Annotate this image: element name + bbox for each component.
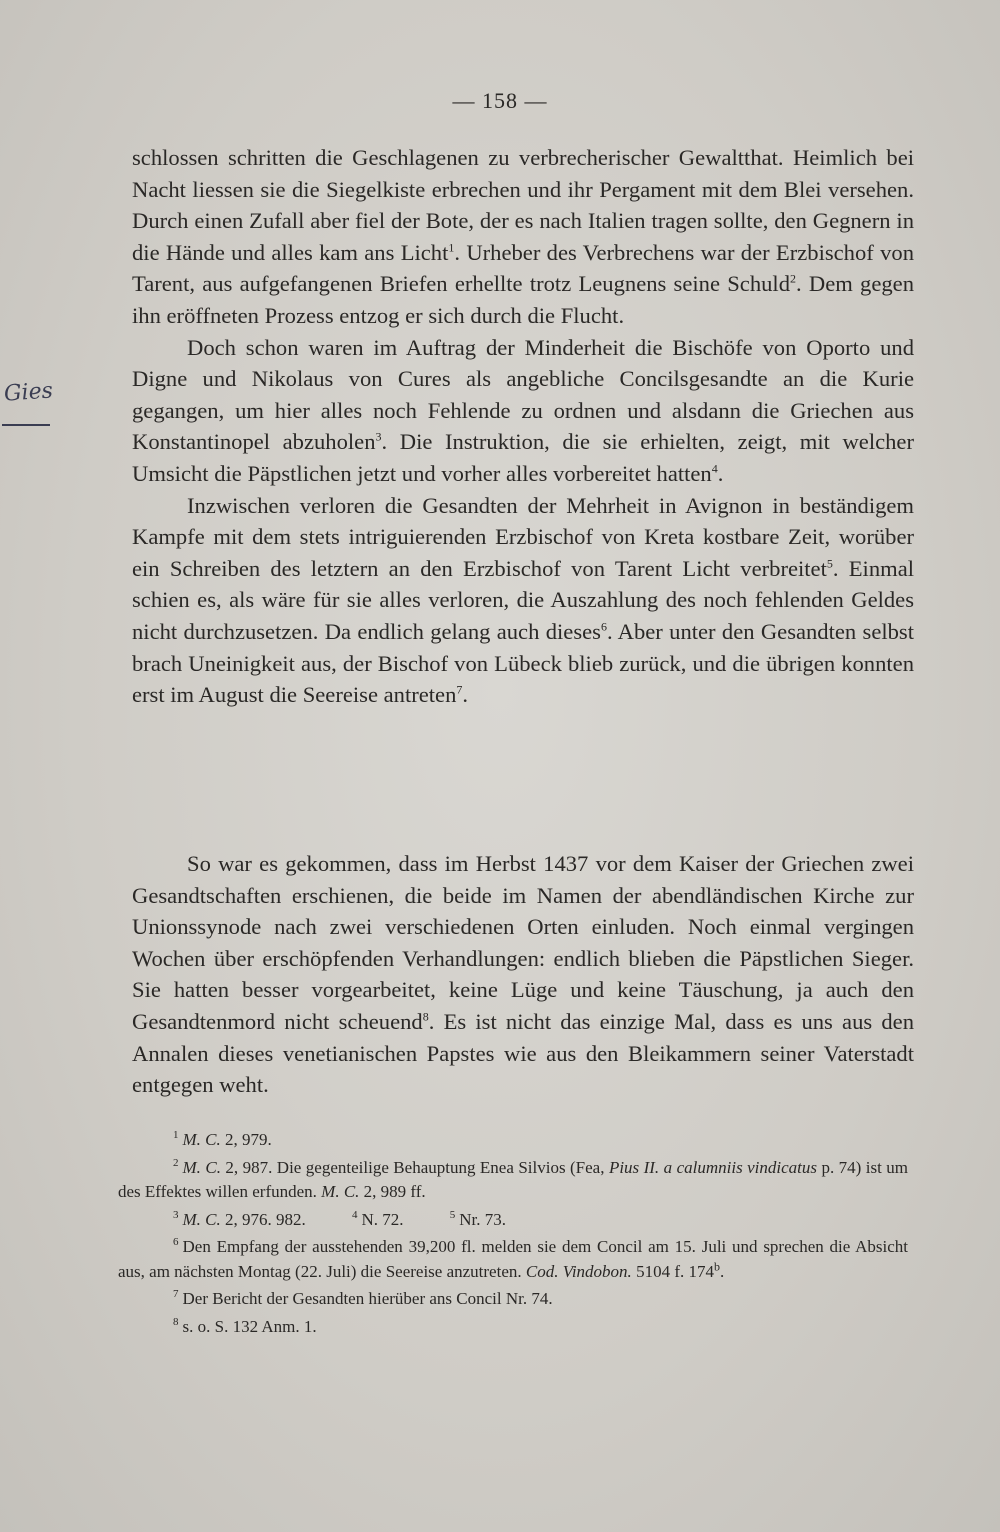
footnote-ref-1[interactable]: 1 (448, 240, 455, 255)
footnote-citation: M. C. (321, 1182, 360, 1201)
footnote-3 (173, 1210, 306, 1229)
footnote-text: . (719, 1261, 725, 1281)
main-text-lower (132, 848, 914, 1101)
footnote-citation: M. C. (182, 1157, 221, 1177)
footnote-text: 2, 987. Die gegenteilige Behauptung Enea Silvios (Fea, (220, 1157, 609, 1177)
text-run: . Es ist nicht das einzige Mal, dass es uns aus den Annalen dieses venetianischen Papstes wie aus den Bleikammern seiner Vaterstadt entgegen weht. (132, 1008, 915, 1098)
paragraph-1 (132, 142, 914, 332)
footnote-ref-5[interactable]: 5 (826, 556, 833, 571)
footnote-text: Den Empfang der ausstehenden 39,200 fl. melden sie dem Concil am 15. Juli und sprechen die Absicht aus, am nächsten Montag (22. Juli) die Seereise anzutreten. (118, 1237, 908, 1281)
text-run: Inzwischen verloren die Gesandten der Mehrheit in Avignon in beständigem Kampfe mit dem stets intriguierenden Erzbischof von Kreta kostbare Zeit, worüber ein Schreiben des letztern an den Erzbischof von Tarent Licht verbreitet (132, 492, 914, 581)
margin-annotation-rule (2, 424, 50, 426)
footnote-citation: Cod. Vindobon. (525, 1261, 632, 1281)
footnote-ref-6[interactable]: 6 (600, 619, 607, 634)
footnote-row-3-5 (118, 1208, 908, 1233)
footnote-text: N. 72. (361, 1209, 404, 1229)
footnote-text: Nr. 73. (459, 1209, 507, 1229)
footnote-6 (118, 1235, 908, 1284)
footnote-number: 5 (449, 1208, 456, 1221)
footnote-superscript: b (713, 1258, 720, 1273)
footnote-8 (118, 1315, 908, 1340)
main-text-upper (132, 142, 914, 711)
footnote-number: 8 (173, 1315, 179, 1328)
footnote-text: s. o. S. 132 Anm. 1. (182, 1316, 317, 1336)
text-run: . Aber unter den Gesandten selbst brach Uneinigkeit aus, der Bischof von Lübeck blieb zurück, und die übrigen konnten erst im August die Seereise antreten (132, 618, 914, 708)
footnote-number: 6 (173, 1236, 179, 1249)
footnote-text: 2, 979. (220, 1130, 272, 1149)
footnote-number: 2 (173, 1156, 179, 1169)
footnote-ref-4[interactable]: 4 (711, 461, 718, 476)
text-run: Doch schon waren im Auftrag der Minderheit die Bischöfe von Oporto und Digne und Nikolaus von Cures als angebliche Concilsgesandte an die Kurie gegangen, um hier alles noch Fehlende zu ordnen und alsdann die Griechen aus Konstantinopel abzuholen (132, 334, 914, 455)
text-run: . (717, 460, 724, 486)
footnote-text: p. 74) ist um des Effektes willen erfunden. (118, 1157, 909, 1201)
margin-annotation: Gies (3, 378, 54, 407)
footnotes (118, 1128, 908, 1342)
text-run: schlossen schritten die Geschlagenen zu verbrecherischer Gewaltthat. Heimlich bei Nacht liessen sie die Siegelkiste erbrechen und ihr Pergament mit dem Blei versehen. Durch einen Zufall aber fiel der Bote, der es nach Italien tragen sollte, den Gegnern in die Hände und alles kam ans Licht (132, 145, 914, 265)
footnote-citation: M. C. (182, 1130, 221, 1149)
text-run: . Dem gegen ihn eröffneten Prozess entzog er sich durch die Flucht. (132, 271, 915, 328)
footnote-ref-2[interactable]: 2 (790, 271, 796, 286)
footnote-text: 2, 989 ff. (359, 1182, 426, 1201)
paragraph-2 (132, 332, 914, 490)
footnote-citation: M. C. (182, 1209, 221, 1229)
paragraph-3 (132, 490, 914, 711)
footnote-ref-7[interactable]: 7 (456, 682, 463, 697)
footnote-2 (118, 1156, 908, 1205)
paragraph-4 (132, 848, 914, 1101)
footnote-ref-3[interactable]: 3 (375, 429, 382, 444)
footnote-number: 3 (173, 1208, 179, 1221)
footnote-ref-8[interactable]: 8 (422, 1009, 429, 1024)
text-run: So war es gekommen, dass im Herbst 1437 vor dem Kaiser der Griechen zwei Gesandtschaften erschienen, die beide im Namen der abendländischen Kirche zur Unionssynode nach zwei verschiedenen Orten einluden. Noch einmal vergingen Wochen über erschöpfenden Verhandlungen: endlich blieben die Päpstlichen Sieger. Sie hatten besser vorgearbeitet, keine Lüge und keine Täuschung, ja auch den Gesandtenmord nicht scheuend (132, 851, 914, 1034)
text-run: . Die Instruktion, die sie erhielten, zeigt, mit welcher Umsicht die Päpstlichen jetzt und vorher alles vorbereitet hatten (132, 429, 914, 486)
text-run: . (462, 682, 469, 708)
text-run: . Einmal schien es, als wäre für sie alles verloren, die Auszahlung des noch fehlenden Geldes nicht durchzusetzen. Da endlich gelang auch dieses (132, 555, 914, 644)
footnote-title: Pius II. a calumniis vindicatus (608, 1157, 818, 1177)
page-number: — 158 — (452, 88, 548, 113)
footnote-text: Der Bericht der Gesandten hierüber ans Concil Nr. 74. (182, 1289, 553, 1308)
footnote-number: 1 (173, 1129, 179, 1142)
footnote-1 (118, 1128, 908, 1153)
footnote-text: 2, 976. 982. (220, 1209, 306, 1229)
footnote-text: 5104 f. 174 (631, 1261, 714, 1281)
footnote-7 (118, 1287, 908, 1312)
footnote-4 (352, 1210, 404, 1229)
footnote-number: 4 (352, 1208, 358, 1221)
footnote-5 (450, 1210, 506, 1229)
text-run: . Urheber des Verbrechens war der Erzbischof von Tarent, aus aufgefangenen Briefen erhellte trotz Leugnens seine Schuld (132, 239, 914, 297)
footnote-number: 7 (173, 1288, 179, 1301)
